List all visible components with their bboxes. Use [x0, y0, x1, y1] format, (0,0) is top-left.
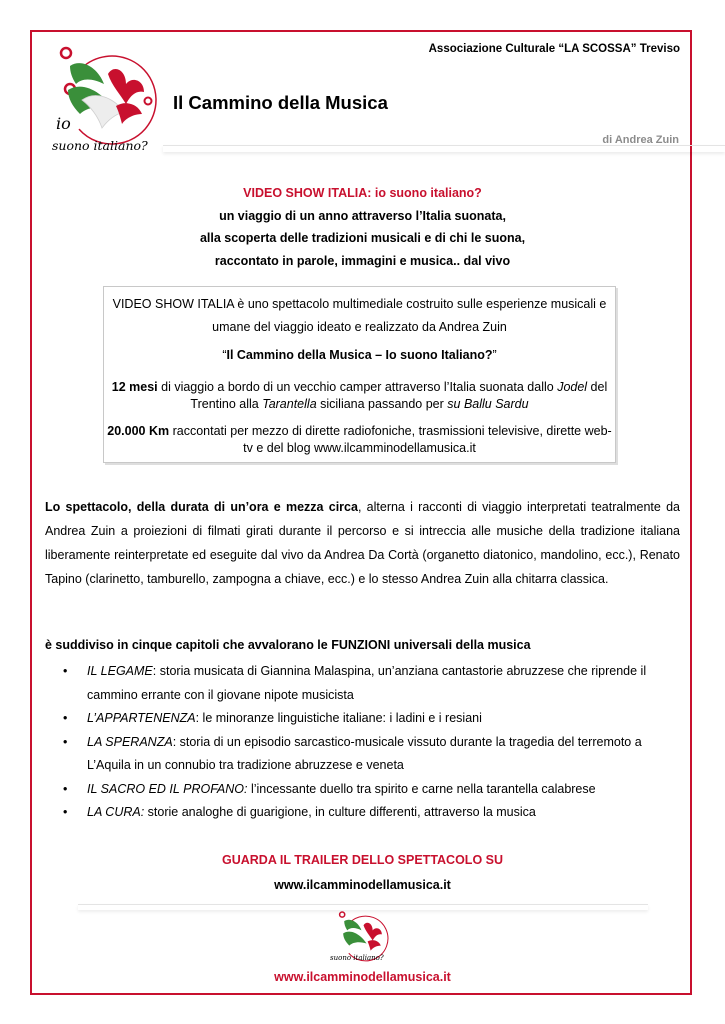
author-name: di Andrea Zuin [602, 134, 679, 146]
journey-ballu-sardu: su Ballu Sardu [447, 397, 529, 411]
chapters-heading: è suddiviso in cinque capitoli che avvalorano le FUNZIONI universali della musica [45, 638, 531, 652]
intro-block [40, 182, 685, 272]
logo-io-suono-italiano-small [330, 910, 390, 970]
logo-text-io: io [56, 114, 71, 133]
chapter-name: IL SACRO ED IL PROFANO: [87, 781, 248, 796]
bullet-icon: • [63, 664, 68, 678]
chapter-text: : le minoranze linguistiche italiane: i ladini e i resiani [195, 711, 482, 725]
box-description: VIDEO SHOW ITALIA è uno spettacolo multimediale costruito sulle esperienze musicali e umane del viaggio ideato e realizzato da Andrea Zuin [112, 297, 607, 334]
chapters-list [45, 660, 685, 825]
list-item [45, 707, 685, 731]
bullet-icon: • [63, 734, 68, 749]
show-description-text: , alterna i racconti di viaggio interpretati teatralmente da Andrea Zuin a proiezioni di filmati girati durante il percorso e si intreccia alle musiche della tradizione italiana liberamente reinterpretate ed eseguite dal vivo da Andrea Da Cortà (organetto diatonico, mandolino, ecc.), Renato Tapino (clarinetto, tamburello, zampogna a chiave, ecc.) e lo stesso Andrea Zuin alla chitarra classica. [45, 500, 680, 586]
quote-close: ” [492, 348, 497, 362]
journey-text: del Trentino alla [190, 380, 608, 411]
intro-line: raccontato in parole, immagini e musica.. dal vivo [214, 253, 511, 268]
chapter-name: LA SPERANZA [87, 734, 173, 749]
logo-text-suono: suono italiano? [52, 138, 148, 153]
trailer-heading: GUARDA IL TRAILER DELLO SPETTACOLO SU [221, 853, 504, 867]
box-journey [104, 379, 615, 413]
logo-io-suono-italiano [52, 44, 158, 162]
journey-tarantella: Tarantella [262, 397, 317, 411]
chapter-text: l’incessante duello tra spirito e carne nella tarantella calabrese [247, 781, 596, 796]
journey-duration: 12 mesi [111, 380, 158, 394]
show-duration: Lo spettacolo, della durata di un’ora e mezza circa [45, 500, 358, 514]
chapter-text: : storia musicata di Giannina Malaspina, un’anziana cantastorie abruzzese che riprende il cammino errante con il giovane nipote musicista [87, 664, 647, 702]
box-distance [104, 423, 615, 457]
bullet-icon: • [63, 781, 68, 796]
chapter-name: LA CURA: [87, 805, 145, 819]
distance-km: 20.000 Km [107, 424, 170, 438]
list-item [45, 778, 685, 802]
intro-headline: VIDEO SHOW ITALIA: io suono italiano? [243, 186, 482, 200]
list-item [45, 731, 685, 778]
bullet-icon: • [63, 711, 68, 725]
chapter-text: storie analoghe di guarigione, in culture differenti, attraverso la musica [144, 805, 536, 819]
intro-line: un viaggio di un anno attraverso l’Italia suonata, [219, 208, 506, 223]
journey-jodel: Jodel [557, 380, 588, 394]
intro-line: alla scoperta delle tradizioni musicali e di chi le suona, [199, 231, 526, 245]
logo-small-text: suono italiano? [330, 954, 384, 962]
show-description [45, 495, 680, 591]
chapter-text: : storia di un episodio sarcastico-musicale vissuto durante la tragedia del terremoto a L’Aquila in un connubio tra tradizione abruzzese e veneta [87, 734, 642, 772]
journey-text: siciliana passando per [316, 397, 448, 411]
chapter-name: IL LEGAME [87, 664, 153, 678]
author-divider [163, 145, 725, 152]
association-name: Associazione Culturale “LA SCOSSA” Treviso [428, 43, 680, 55]
website-link[interactable]: www.ilcamminodellamusica.it [274, 878, 451, 892]
footer-website-link[interactable]: www.ilcamminodellamusica.it [274, 970, 451, 984]
show-title: Il Cammino della Musica – Io suono Italiano? [226, 348, 493, 362]
journey-text: di viaggio a bordo di un vecchio camper attraverso l’Italia suonata dallo [157, 380, 558, 394]
info-box [103, 286, 616, 463]
distance-text: raccontati per mezzo di dirette radiofoniche, trasmissioni televisive, dirette web-tv e del blog www.ilcamminodellamusica.it [169, 424, 612, 455]
bullet-icon: • [63, 805, 68, 819]
box-show-title [104, 347, 615, 364]
quote-open: “ [222, 348, 227, 362]
list-item [45, 660, 685, 707]
list-item [45, 801, 685, 825]
page-title: Il Cammino della Musica [173, 92, 388, 113]
chapter-name: L’APPARTENENZA [87, 711, 196, 725]
